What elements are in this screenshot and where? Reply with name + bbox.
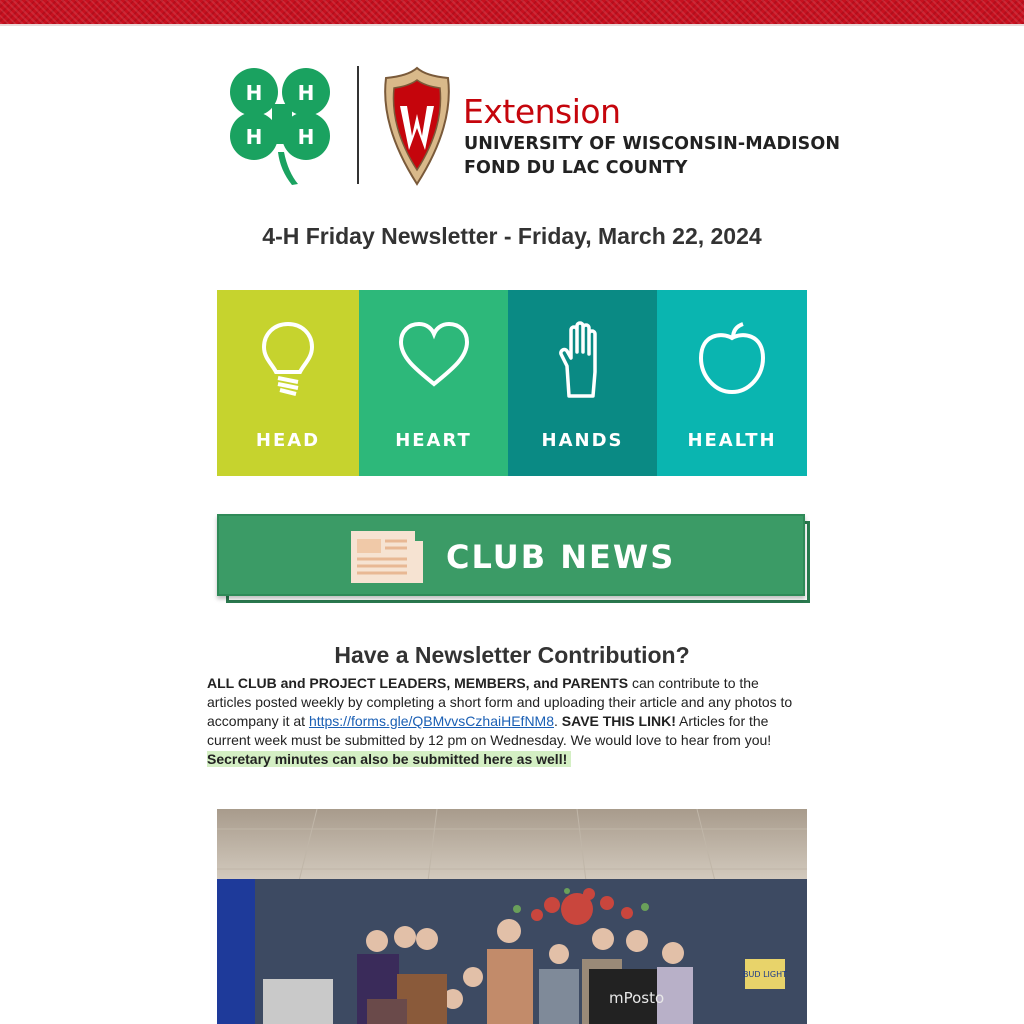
newspaper-icon [351,529,423,585]
shirt-text: mPosto [609,989,665,1007]
club-group-photo [217,809,807,1024]
hand-icon [557,320,609,400]
svg-text:H: H [245,125,263,149]
group-photo-image [217,809,807,1024]
club-news-label: CLUB NEWS [446,538,676,576]
contribution-text: Articles for the current week must be submitted by 12 pm on Wednesday. We would love to hear from you! [207,713,772,748]
pledge-hands [508,290,657,476]
contribution-title: Have a Newsletter Contribution? [334,642,690,668]
secretary-minutes-note: Secretary minutes can also be submitted here as well! [207,751,571,767]
extension-title: Extension [463,92,621,131]
top-border [0,0,1024,26]
heart-icon [397,320,471,390]
pledge-head [217,290,359,476]
pledge-label: HEALTH [687,430,777,451]
county-name: FOND DU LAC COUNTY [464,158,688,178]
svg-text:H: H [297,125,315,149]
svg-text:H: H [245,81,263,105]
pledge-label: HANDS [541,430,624,451]
svg-text:H: H [297,81,315,105]
contribution-form-link[interactable]: https://forms.gle/QBMvvsCzhaiHEfNM8 [308,713,554,729]
lightbulb-icon [260,320,316,400]
apple-icon [697,320,767,396]
newsletter-title: 4-H Friday Newsletter - Friday, March 22, 2024 [262,223,762,249]
contribution-audience: ALL CLUB and PROJECT LEADERS, MEMBERS, and PARENTS [207,675,629,691]
contribution-text: . [554,713,562,729]
contribution-text: can contribute to the articles posted weekly by completing a short form and uploading their article and any photos to accompany it at [207,675,793,729]
contribution-body [207,674,807,769]
bar-sign: BUD LIGHT [743,970,787,979]
header-logos [222,64,841,188]
four-h-pledge-banner [217,290,807,476]
pledge-heart [359,290,508,476]
pledge-health [657,290,807,476]
university-name: UNIVERSITY OF WISCONSIN-MADISON [464,134,841,154]
save-link-note: SAVE THIS LINK! [561,713,676,729]
four-h-clover-logo [222,64,342,186]
pledge-label: HEAD [255,430,321,451]
pledge-label: HEART [395,430,472,451]
logo-divider [357,66,359,184]
uw-crest-logo [378,66,456,186]
club-news-banner [217,514,811,604]
